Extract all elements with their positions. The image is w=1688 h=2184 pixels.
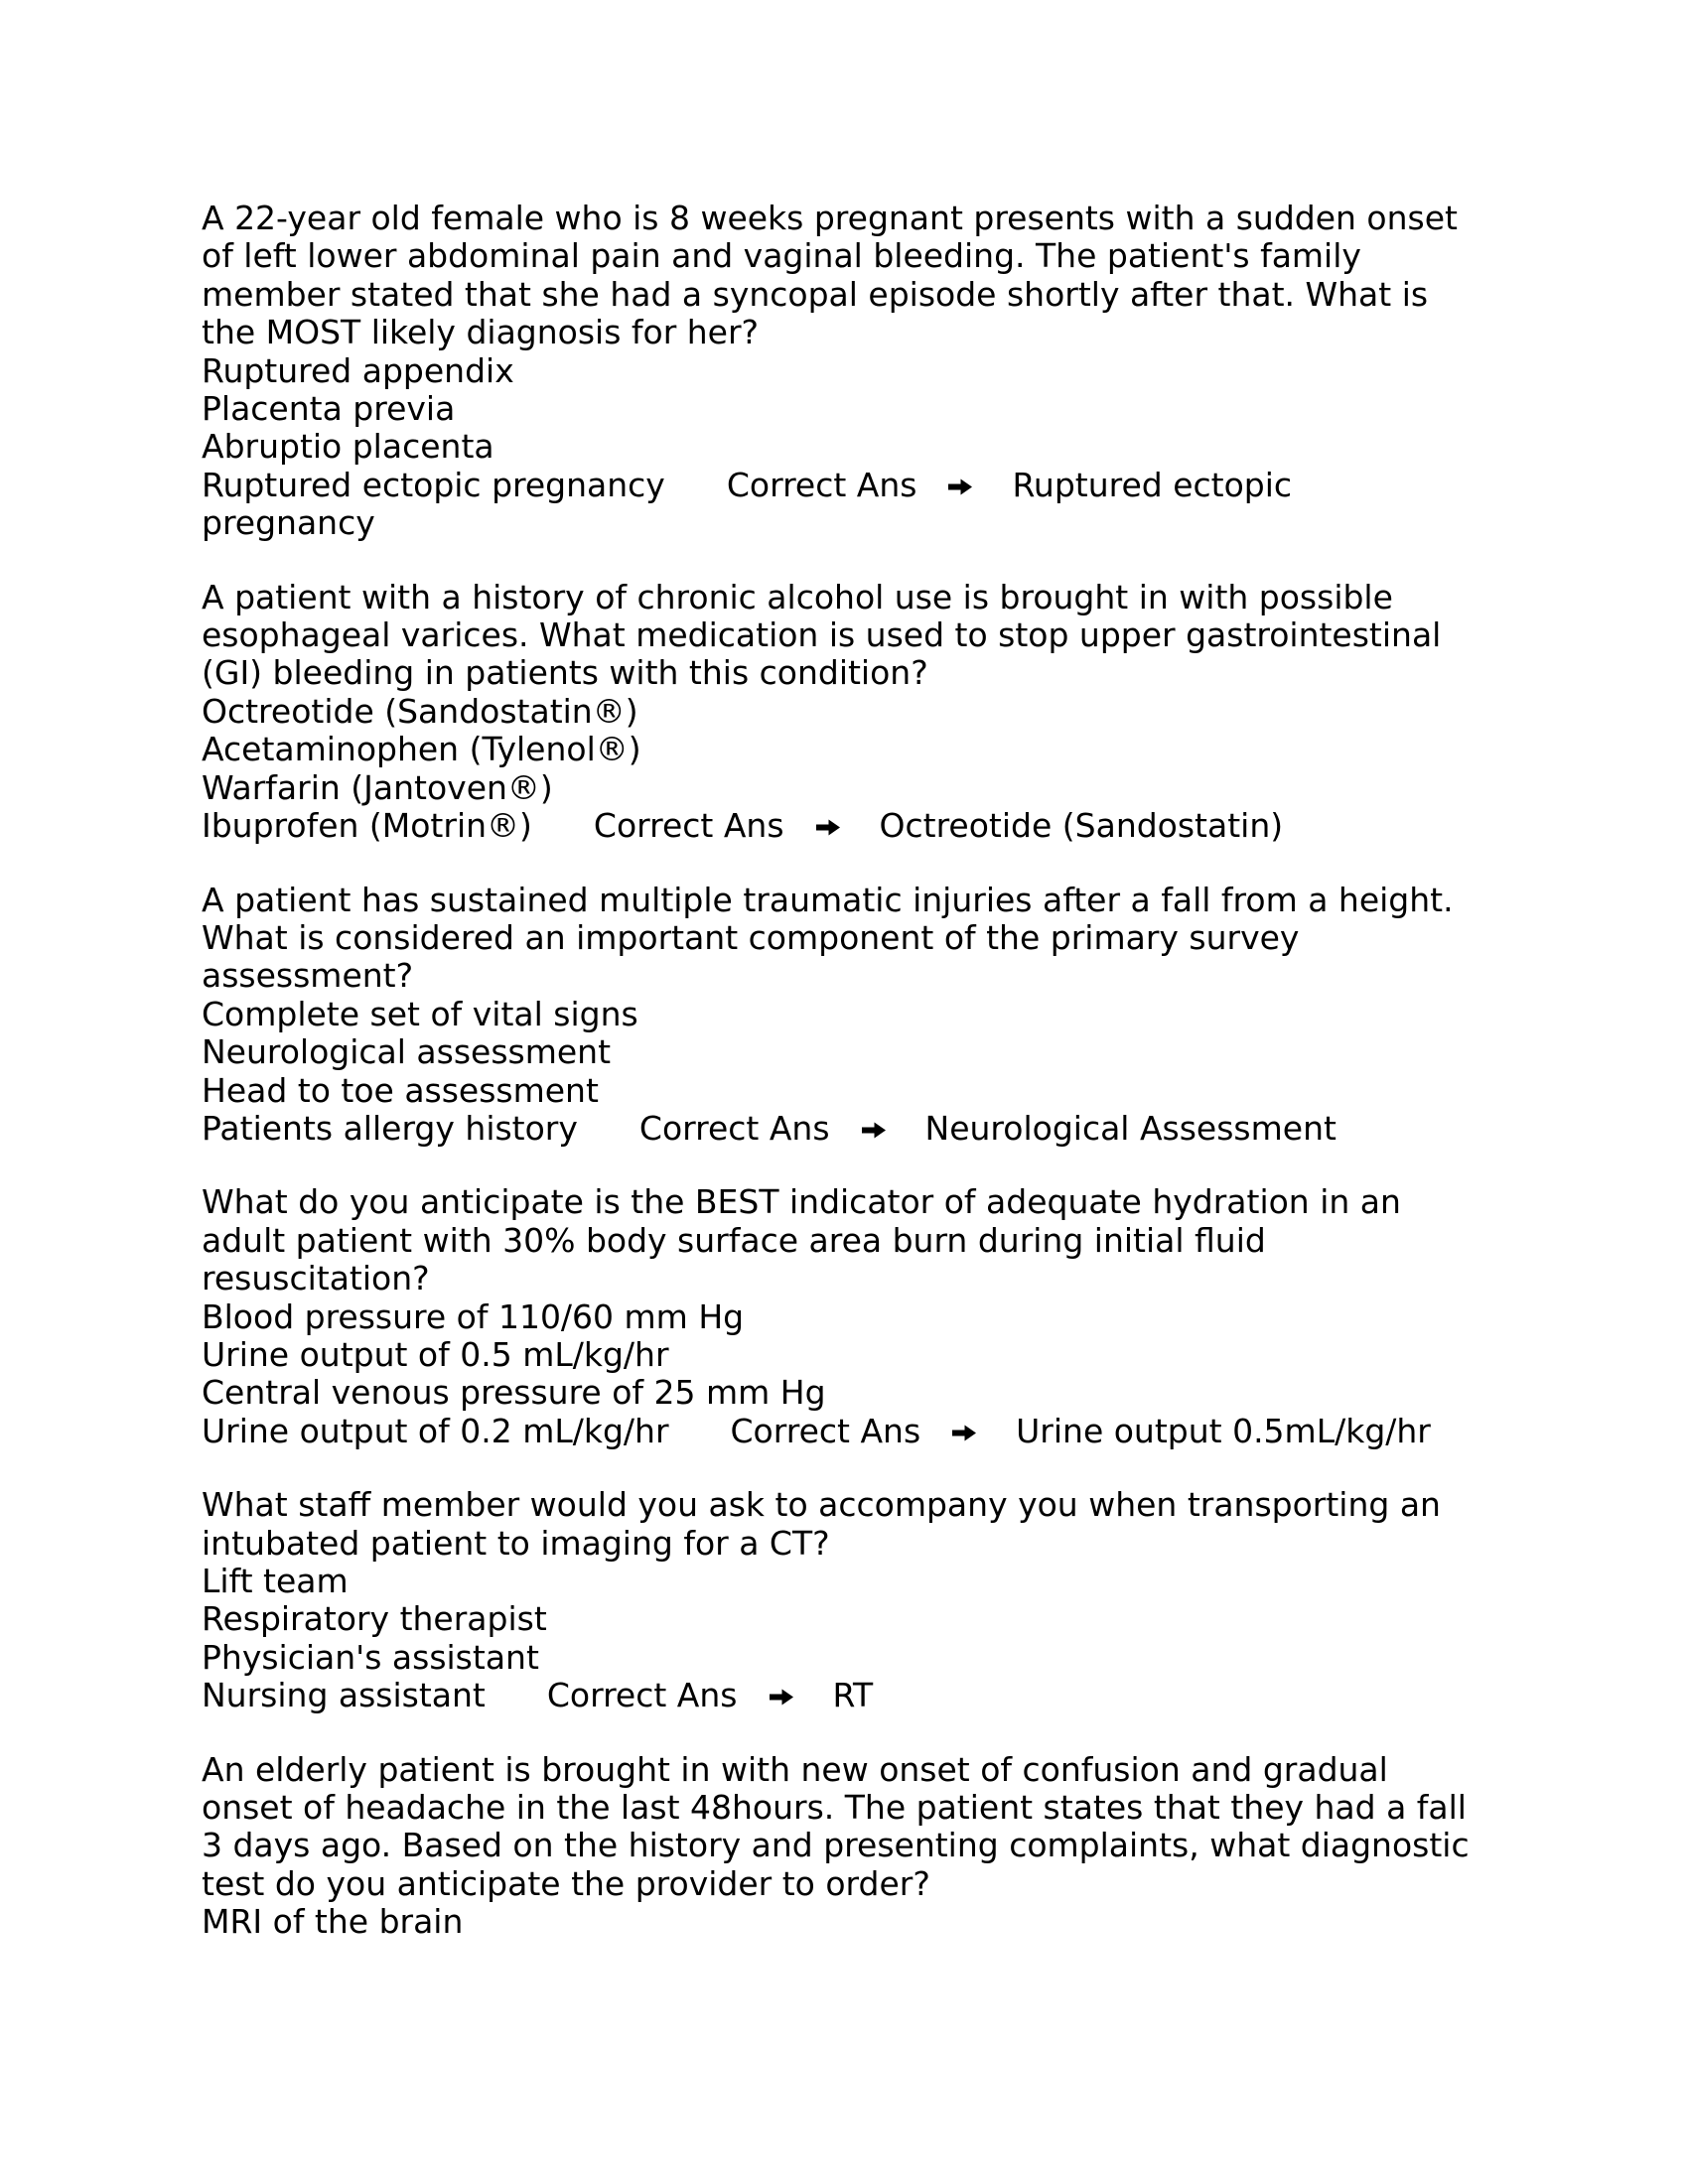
answer-option: Head to toe assessment — [202, 1070, 599, 1110]
answer-option: Warfarin (Jantoven®) — [202, 767, 553, 807]
option-with-correct-answer — [202, 1677, 1592, 1714]
answer-option: Respiratory therapist — [202, 1599, 547, 1639]
question-text-line: onset of headache in the last 48hours. The patient states that they had a fall — [202, 1788, 1467, 1828]
answer-option: Octreotide (Sandostatin®) — [202, 691, 638, 731]
answer-option: Placenta previa — [202, 389, 456, 429]
correct-ans-label: Correct Ans — [638, 1108, 830, 1148]
answer-option: Central venous pressure of 25 mm Hg — [202, 1373, 826, 1413]
correct-ans-label: Correct Ans — [730, 1411, 921, 1450]
answer-option: Ruptured appendix — [202, 350, 514, 390]
correct-answer-text: RT — [832, 1676, 874, 1715]
answer-option: MRI of the brain — [202, 1902, 464, 1942]
answer-option: Ruptured ectopic pregnancy — [202, 465, 665, 504]
answer-option: Physician's assistant — [202, 1637, 539, 1677]
question-text-line: A patient with a history of chronic alcohol use is brought in with possible — [202, 577, 1393, 616]
right-arrow-icon — [952, 1413, 976, 1450]
answer-option: Lift team — [202, 1562, 349, 1600]
answer-option: Neurological assessment — [202, 1032, 612, 1072]
question-text-line: resuscitation? — [202, 1259, 430, 1298]
correct-answer-text: Octreotide (Sandostatin) — [879, 806, 1284, 846]
answer-option: Abruptio placenta — [202, 427, 494, 467]
question-block — [202, 579, 1592, 846]
right-arrow-icon — [862, 1110, 886, 1148]
question-text-line: What is considered an important component of the primary survey — [202, 917, 1300, 957]
document-content — [202, 200, 1592, 1978]
question-text-line: test do you anticipate the provider to order? — [202, 1863, 930, 1903]
question-text-line: the MOST likely diagnosis for her? — [202, 313, 760, 352]
right-arrow-icon — [948, 467, 972, 504]
answer-option: Patients allergy history — [202, 1108, 578, 1148]
question-text-line: adult patient with 30% body surface area burn during initial fluid — [202, 1220, 1266, 1260]
question-text-line: What do you anticipate is the BEST indicator of adequate hydration in an — [202, 1182, 1401, 1222]
answer-option: Blood pressure of 110/60 mm Hg — [202, 1297, 745, 1336]
question-text-line: of left lower abdominal pain and vaginal bleeding. The patient's family — [202, 236, 1361, 276]
answer-option: Complete set of vital signs — [202, 994, 638, 1033]
correct-answer-continuation-line: pregnancy — [202, 503, 375, 543]
answer-option: Ibuprofen (Motrin®) — [202, 806, 532, 846]
correct-answer-text: Urine output 0.5mL/kg/hr — [1016, 1411, 1431, 1450]
correct-ans-label: Correct Ans — [726, 465, 917, 504]
question-text-line: What staff member would you ask to accompany you when transporting an — [202, 1485, 1441, 1525]
answer-option: Urine output of 0.5 mL/kg/hr — [202, 1334, 669, 1374]
question-text-line: 3 days ago. Based on the history and presenting complaints, what diagnostic — [202, 1826, 1470, 1865]
option-with-correct-answer — [202, 1413, 1592, 1450]
right-arrow-icon — [816, 807, 840, 845]
question-block — [202, 882, 1592, 1149]
question-block — [202, 1183, 1592, 1450]
answer-option: Urine output of 0.2 mL/kg/hr — [202, 1411, 669, 1450]
question-text-line: esophageal varices. What medication is used to stop upper gastrointestinal — [202, 615, 1442, 655]
right-arrow-icon — [770, 1677, 793, 1714]
correct-ans-label: Correct Ans — [593, 806, 784, 846]
question-block — [202, 1751, 1592, 1942]
correct-answer-text: Neurological Assessment — [924, 1108, 1336, 1148]
question-text-line: (GI) bleeding in patients with this condition? — [202, 653, 928, 693]
question-text-line: A 22-year old female who is 8 weeks pregnant presents with a sudden onset — [202, 199, 1458, 237]
question-text-line: intubated patient to imaging for a CT? — [202, 1523, 830, 1563]
option-with-correct-answer — [202, 467, 1592, 504]
question-text-line: A patient has sustained multiple traumatic injuries after a fall from a height. — [202, 880, 1454, 919]
correct-ans-label: Correct Ans — [546, 1676, 738, 1715]
question-text-line: assessment? — [202, 956, 414, 996]
question-block — [202, 1486, 1592, 1714]
answer-option: Nursing assistant — [202, 1676, 486, 1715]
option-with-correct-answer — [202, 807, 1592, 845]
question-text-line: An elderly patient is brought in with new onset of confusion and gradual — [202, 1749, 1388, 1789]
option-with-correct-answer — [202, 1110, 1592, 1148]
question-block — [202, 200, 1592, 543]
answer-option: Acetaminophen (Tylenol®) — [202, 730, 641, 769]
correct-answer-text: Ruptured ectopic — [1012, 465, 1293, 504]
question-text-line: member stated that she had a syncopal episode shortly after that. What is — [202, 274, 1429, 314]
